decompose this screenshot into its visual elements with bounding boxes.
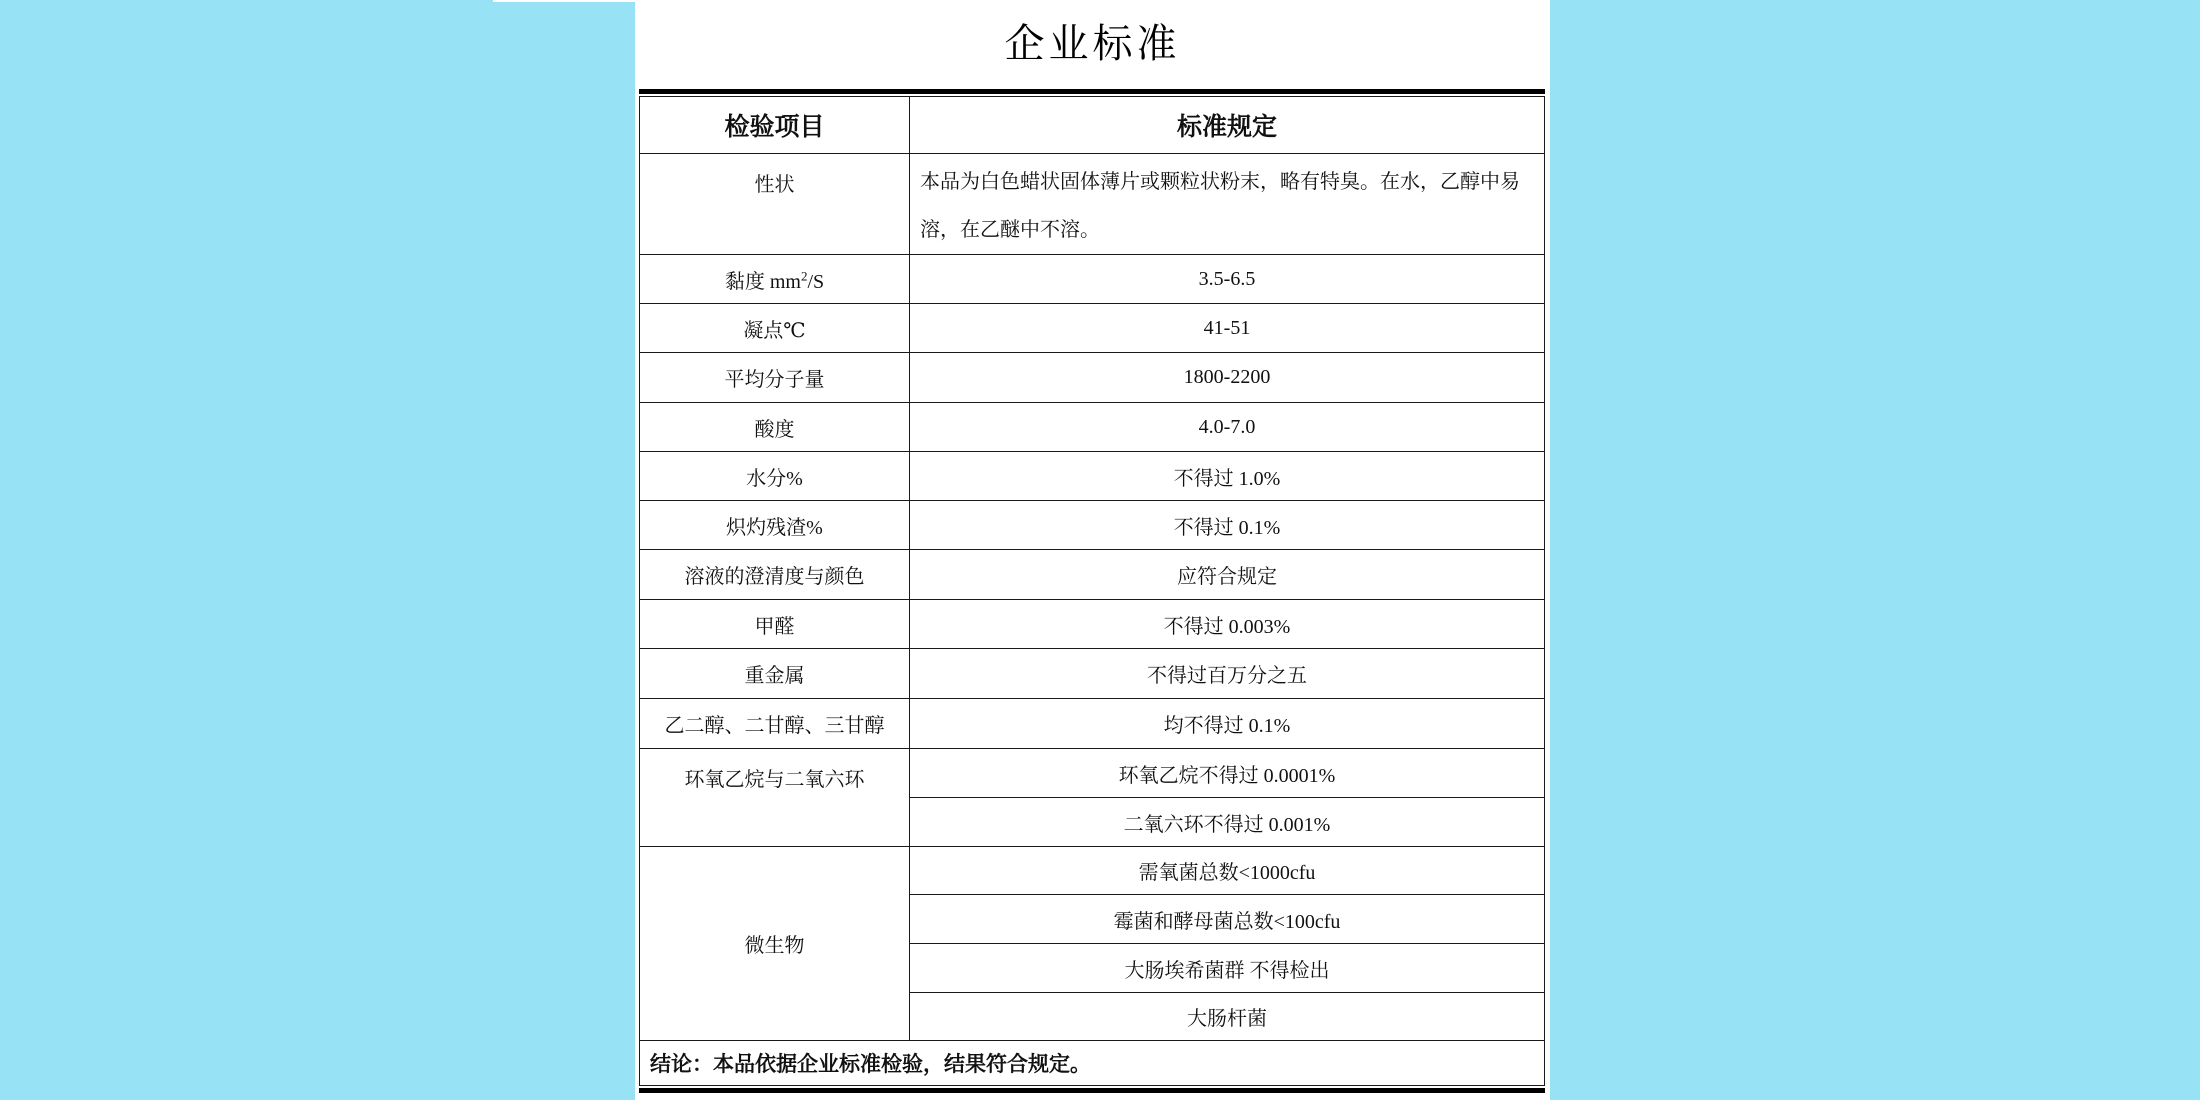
value-e-coli: 大肠杆菌 — [910, 993, 1545, 1041]
standards-table-frame — [639, 89, 1545, 1093]
table-row — [640, 600, 1545, 649]
table-row — [640, 550, 1545, 600]
item-freezing-point: 凝点℃ — [640, 304, 910, 353]
item-molecular-weight: 平均分子量 — [640, 353, 910, 403]
value-molecular-weight: 1800-2200 — [910, 353, 1545, 403]
item-viscosity — [640, 255, 910, 304]
item-formaldehyde: 甲醛 — [640, 600, 910, 649]
table-row — [640, 255, 1545, 304]
table-row — [640, 353, 1545, 403]
header-item: 检验项目 — [640, 97, 910, 154]
table-header-row — [640, 97, 1545, 154]
table-row — [640, 154, 1545, 255]
value-heavy-metals: 不得过百万分之五 — [910, 649, 1545, 699]
value-ignition-residue: 不得过 0.1% — [910, 501, 1545, 550]
document-sheet — [635, 0, 1550, 1100]
item-acidity: 酸度 — [640, 403, 910, 452]
conclusion: 结论：本品依据企业标准检验，结果符合规定。 — [640, 1041, 1545, 1086]
table-row — [640, 452, 1545, 501]
value-freezing-point: 41-51 — [910, 304, 1545, 353]
table-row — [640, 501, 1545, 550]
header-standard: 标准规定 — [910, 97, 1545, 154]
item-water: 水分% — [640, 452, 910, 501]
item-heavy-metals: 重金属 — [640, 649, 910, 699]
value-ethylene-oxide: 环氧乙烷不得过 0.0001% — [910, 749, 1545, 798]
table-row — [640, 847, 1545, 895]
conclusion-row — [640, 1041, 1545, 1086]
item-clarity-color: 溶液的澄清度与颜色 — [640, 550, 910, 600]
item-ignition-residue: 炽灼残渣% — [640, 501, 910, 550]
table-row — [640, 403, 1545, 452]
value-aerobic-count: 需氧菌总数<1000cfu — [910, 847, 1545, 895]
value-acidity: 4.0-7.0 — [910, 403, 1545, 452]
table-row — [640, 749, 1545, 798]
value-clarity-color: 应符合规定 — [910, 550, 1545, 600]
standards-table — [639, 96, 1545, 1086]
page-title: 企业标准 — [1004, 21, 1181, 67]
table-row — [640, 649, 1545, 699]
table-row — [640, 304, 1545, 353]
item-ethylene-oxide-dioxane: 环氧乙烷与二氧六环 — [640, 749, 910, 847]
table-row — [640, 699, 1545, 749]
item-microbes: 微生物 — [640, 847, 910, 1041]
value-dioxane: 二氧六环不得过 0.001% — [910, 798, 1545, 847]
top-white-strip — [493, 0, 635, 2]
viscosity-unit: /S — [807, 270, 825, 293]
value-viscosity: 3.5-6.5 — [910, 255, 1545, 304]
value-coliforms: 大肠埃希菌群 不得检出 — [910, 944, 1545, 993]
value-formaldehyde: 不得过 0.003% — [910, 600, 1545, 649]
value-mold-yeast-count: 霉菌和酵母菌总数<100cfu — [910, 895, 1545, 944]
viscosity-label: 黏度 mm — [724, 270, 801, 293]
item-glycols: 乙二醇、二甘醇、三甘醇 — [640, 699, 910, 749]
viscosity-superscript: 2 — [800, 267, 808, 283]
item-appearance: 性状 — [640, 154, 910, 255]
value-glycols: 均不得过 0.1% — [910, 699, 1545, 749]
value-appearance: 本品为白色蜡状固体薄片或颗粒状粉末，略有特臭。在水，乙醇中易溶，在乙醚中不溶。 — [910, 154, 1545, 255]
value-water: 不得过 1.0% — [910, 452, 1545, 501]
